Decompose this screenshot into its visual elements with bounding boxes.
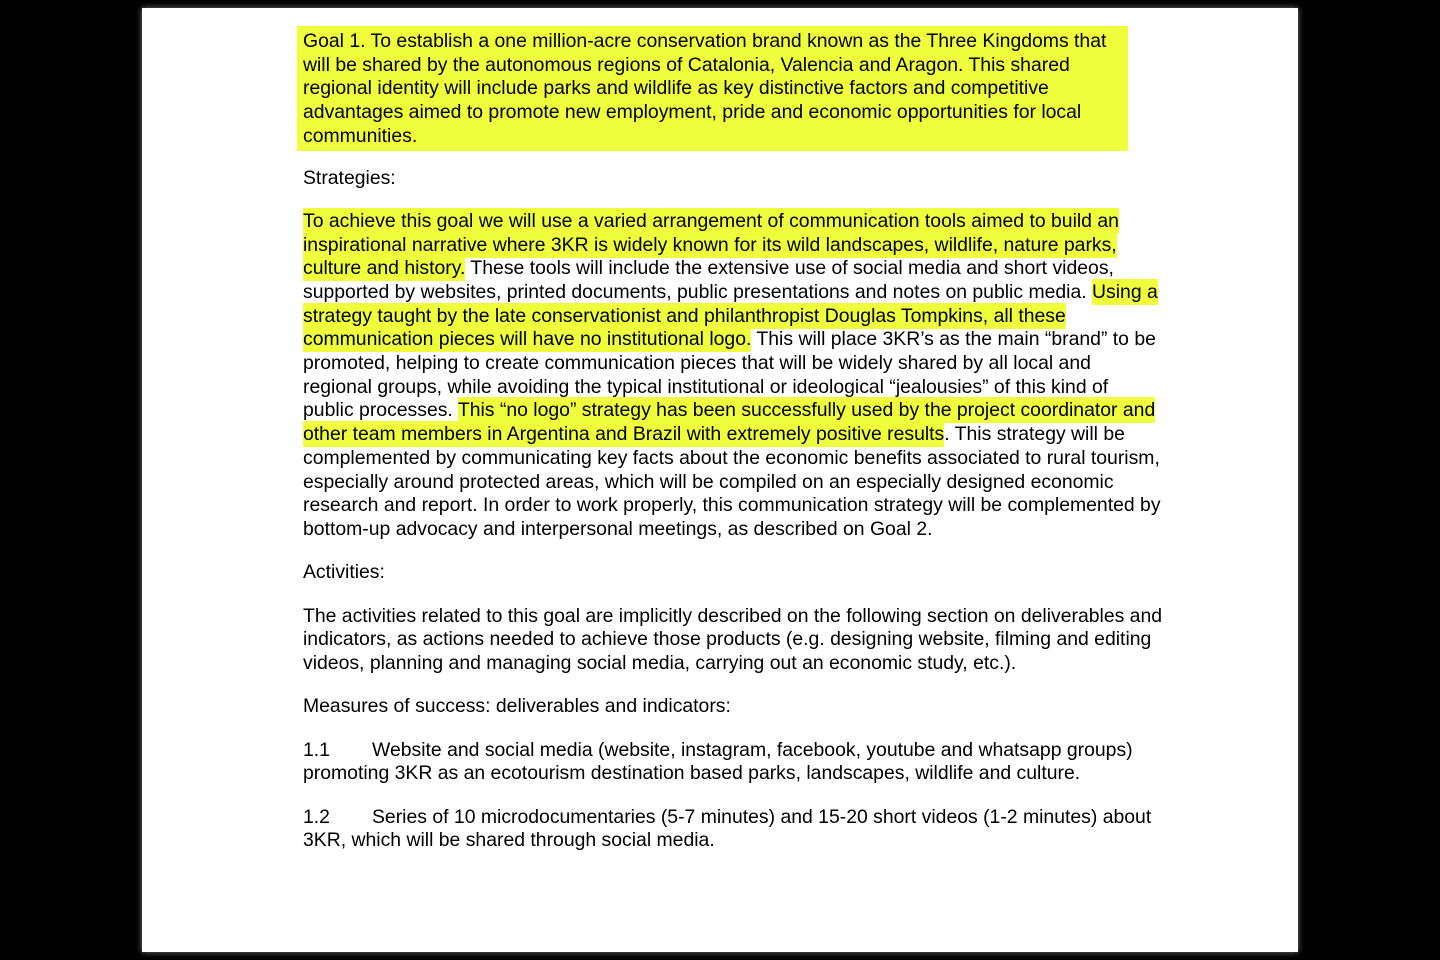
strategies-text-brand: This will place 3KR’s as the main “brand” to be promoted, helping to create communication pieces that will be widely shared by all local and regional groups, while avoiding the typical institutional or ideological “jealousies” of this kind of public processes. <box>303 328 1156 422</box>
strategies-text-tools: These tools will include the extensive use of social media and short videos, supported by websites, printed documents, public presentations and notes on public media. <box>303 257 1114 303</box>
measures-heading: Measures of success: deliverables and indicators: <box>303 695 731 718</box>
highlight-no-logo-strategy: Using a strategy taught by the late conservationist and philanthropist Douglas Tompkins, all these communication pieces will have no institutional logo. <box>303 280 1158 351</box>
deliverable-number: 1.1 <box>303 738 330 761</box>
deliverable-item <box>303 739 1163 786</box>
goal-1-text: Goal 1. To establish a one million-acre conservation brand known as the Three Kingdoms that will be shared by the autonomous regions of Catalonia, Valencia and Aragon. This shared regional identity will include parks and wildlife as key distinctive factors and competitive advantages aimed to promote new employment, pride and economic opportunities for local communities. <box>303 30 1107 147</box>
strategies-paragraph <box>303 210 1163 542</box>
document-content <box>303 26 1163 873</box>
activities-heading: Activities: <box>303 561 385 584</box>
deliverable-number: 1.2 <box>303 805 330 828</box>
deliverable-text: Series of 10 microdocumentaries (5-7 minutes) and 15-20 short videos (1-2 minutes) about 3KR, which will be shared through social media. <box>303 805 1152 852</box>
highlight-narrative: To achieve this goal we will use a varied arrangement of communication tools aimed to build an inspirational narrative where 3KR is widely known for its wild landscapes, wildlife, nature parks, culture and history. <box>303 209 1119 280</box>
document-page <box>142 8 1298 952</box>
activities-paragraph: The activities related to this goal are implicitly described on the following section on deliverables and indicators, as actions needed to achieve those products (e.g. designing website, filming and editing videos, planning and managing social media, carrying out an economic study, etc.). <box>303 604 1163 674</box>
strategies-text-complement: . This strategy will be complemented by communicating key facts about the economic benefits associated to rural tourism, especially around protected areas, which will be compiled on an especially designed economic research and report. In order to work properly, this communication strategy will be complemented by bottom-up advocacy and interpersonal meetings, as described on Goal 2. <box>303 423 1161 540</box>
strategies-heading: Strategies: <box>303 166 396 189</box>
deliverable-text: Website and social media (website, instagram, facebook, youtube and whatsapp groups) promoting 3KR as an ecotourism destination based parks, landscapes, wildlife and culture. <box>303 738 1133 785</box>
deliverable-item <box>303 806 1163 853</box>
goal-1-highlighted-block <box>297 26 1128 151</box>
highlight-no-logo-results: This “no logo” strategy has been successfully used by the project coordinator and other team members in Argentina and Brazil with extremely positive results <box>303 399 1156 446</box>
